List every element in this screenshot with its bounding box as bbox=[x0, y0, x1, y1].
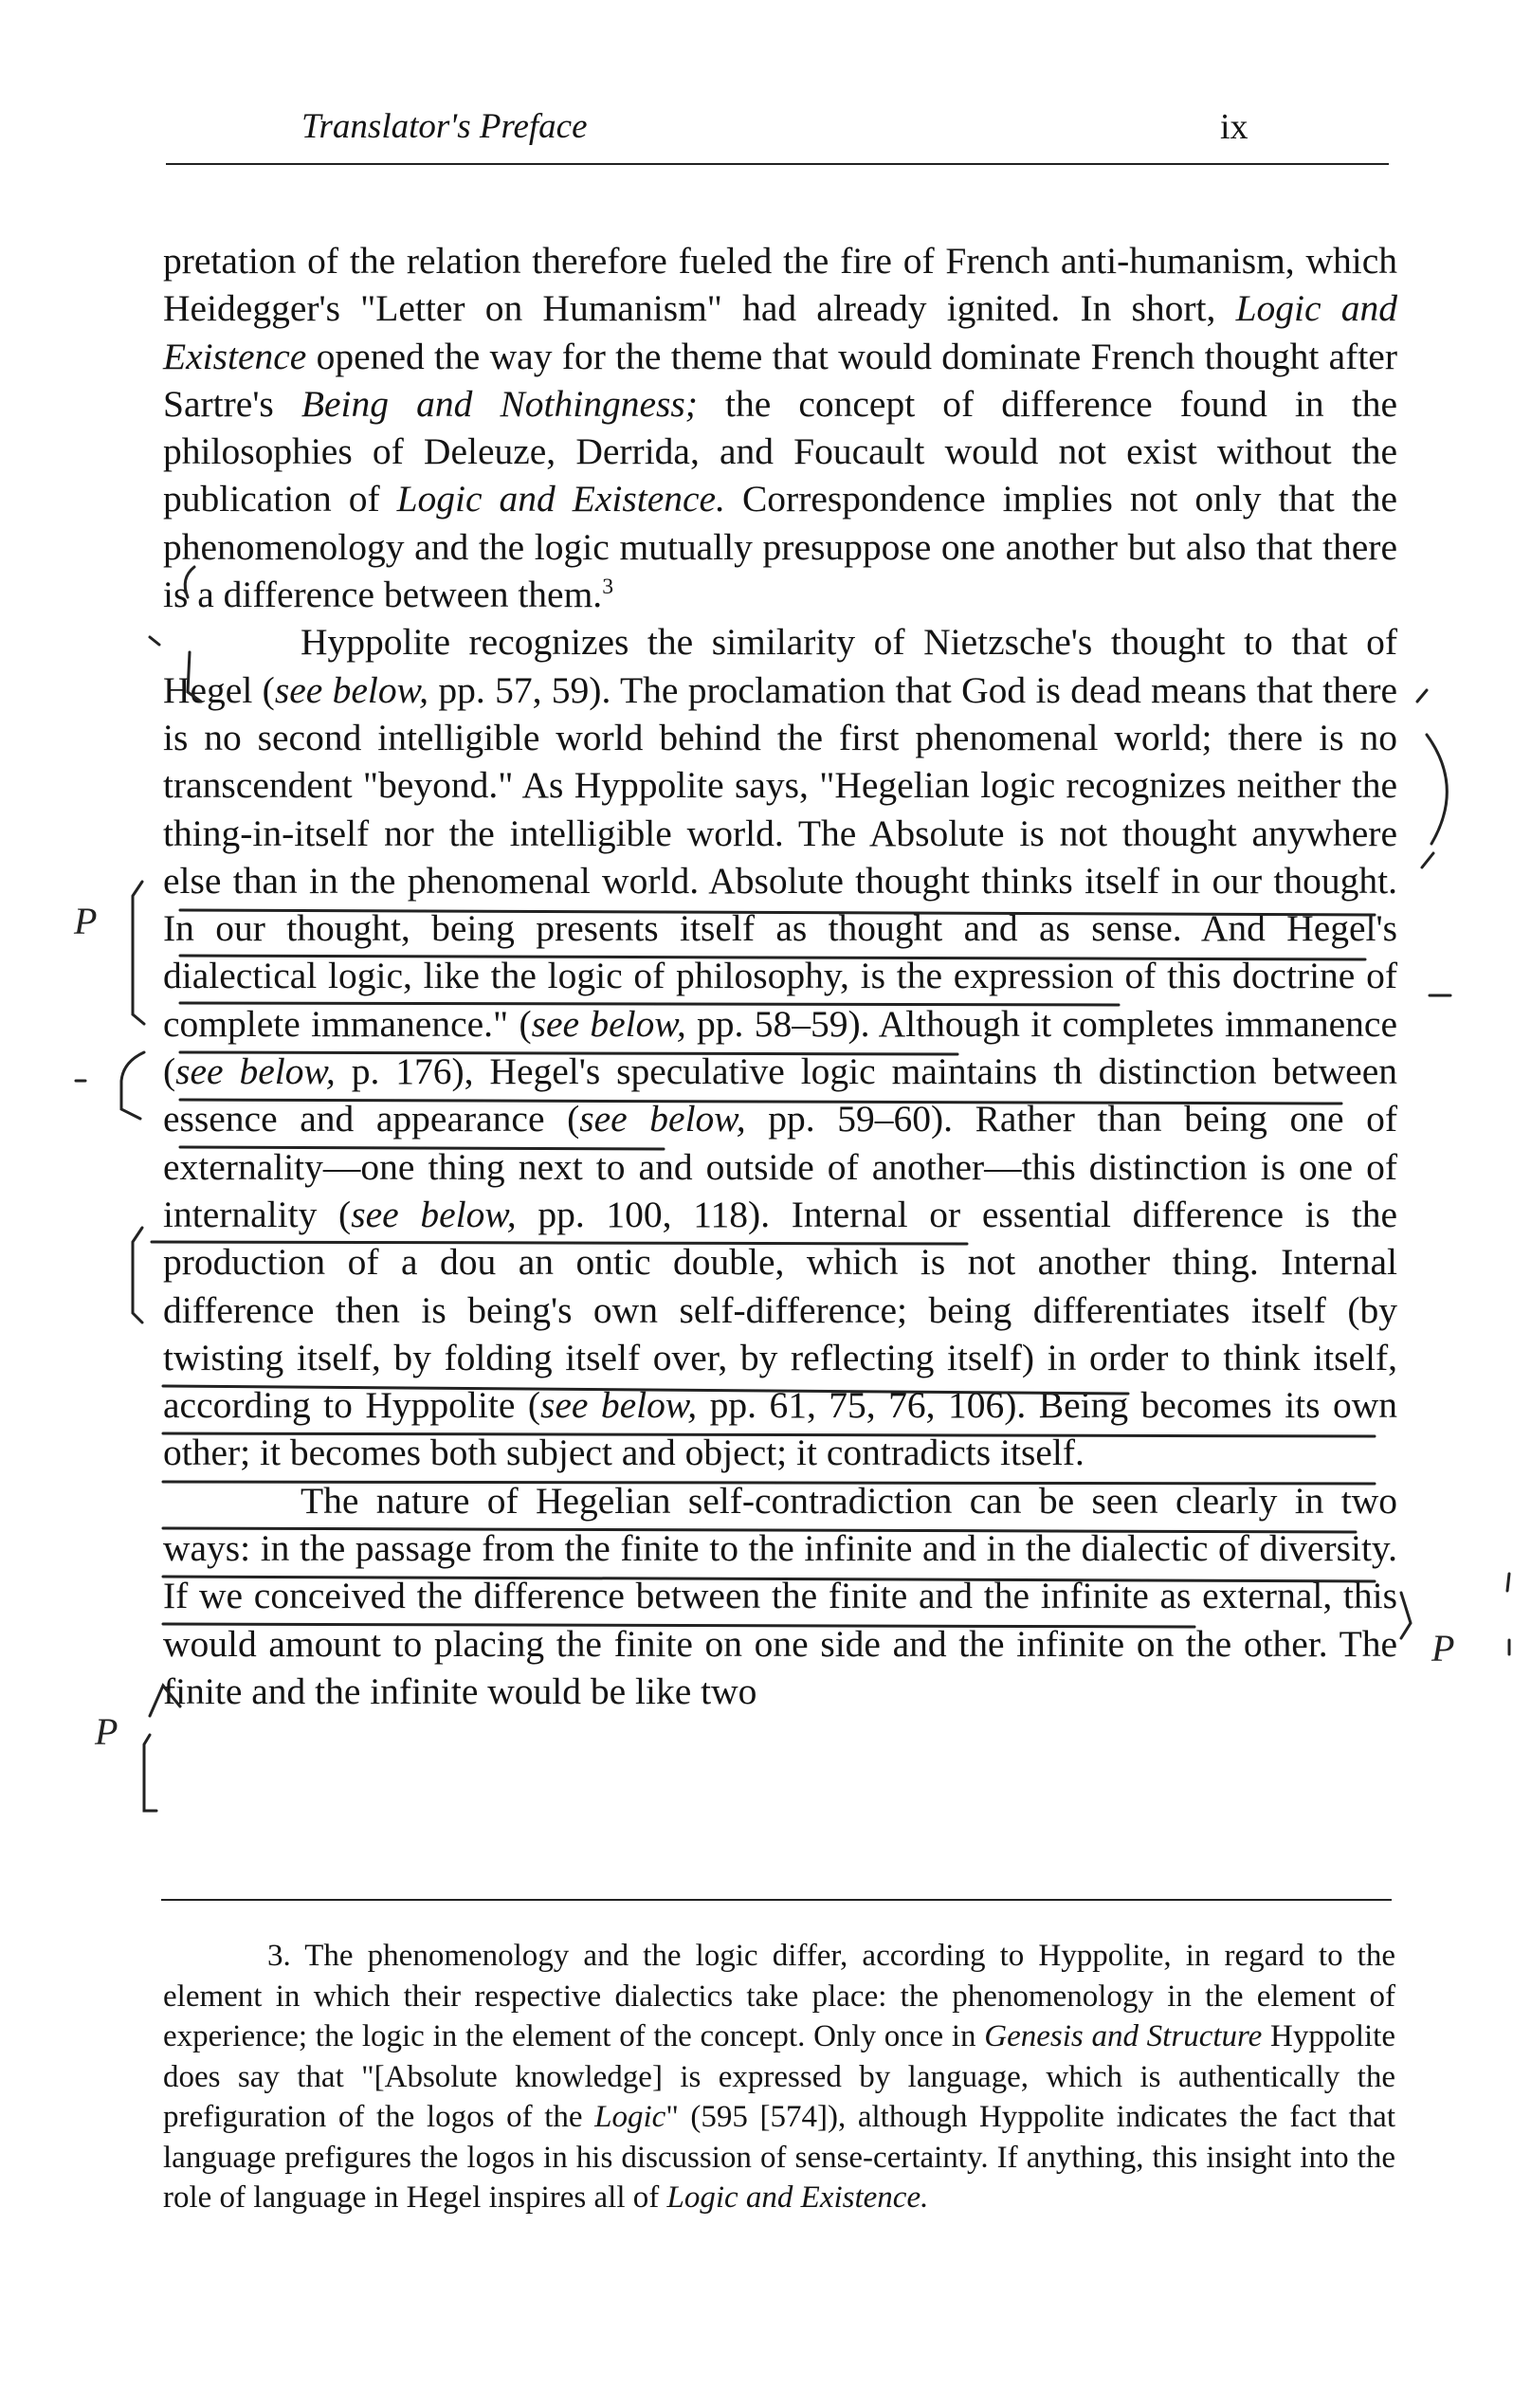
margin-bracket bbox=[1422, 853, 1433, 867]
margin-bracket bbox=[1401, 1593, 1411, 1638]
margin-bracket bbox=[1427, 735, 1447, 844]
paragraph-3: The nature of Hegelian self-contradiction can be seen clearly in two ways: in the passage from the finite to the infinite and in the dialectic of diversity. If we conceived the difference between the finite and the infinite as external, this would amount to placing the finite on one side and the infinite on the other. The finite and the infinite would be like two bbox=[163, 1479, 1397, 1712]
margin-tick bbox=[150, 637, 159, 645]
footnote: 3. The phenomenology and the logic differ, according to Hyppolite, in regard to the element in which their respective dialectics take place: the phenomenology in the element of experience; the logic in the element of the concept. Only once in Genesis and Structure Hyppolite does say that "[Absolute knowledge] is expressed by language, which is authentically the prefiguration of the logos of the Logic" (595 [574]), although Hyppolite indicates the fact that language prefigures the logos in his discussion of sense-certainty. If anything, this insight into the role of language in Hegel inspires all of Logic and Existence. bbox=[163, 1939, 1395, 2215]
footnote-rule bbox=[161, 1899, 1392, 1901]
margin-note-p: P bbox=[74, 900, 98, 942]
margin-bracket bbox=[133, 882, 144, 1024]
footnote-ref: 3 bbox=[602, 574, 614, 599]
margin-note-p: P bbox=[1431, 1627, 1455, 1669]
page-number: ix bbox=[1220, 107, 1248, 147]
margin-bracket bbox=[121, 1052, 144, 1119]
paragraph-1: pretation of the relation therefore fueled the fire of French anti-humanism, which Heidegger's "Letter on Humanism" had already ignited. In short, Logic and Existence opened the way for the theme that would dominate French thought after Sartre's Being and Nothingness; the concept of difference found in the philosophies of Deleuze, Derrida, and Foucault would not exist without the publication of Logic and Existence. Correspondence implies not only that the phenomenology and the logic mutually presuppose one another but also that there is a difference between them.$^3$ bbox=[163, 240, 1397, 616]
footnote-label: 3. bbox=[267, 1939, 291, 1973]
margin-bracket bbox=[1417, 690, 1427, 702]
header-rule bbox=[166, 163, 1389, 165]
margin-tick bbox=[1507, 1574, 1509, 1591]
main-text bbox=[163, 237, 1397, 1715]
margin-bracket bbox=[133, 1228, 142, 1323]
paragraph-2: Hyppolite recognizes the similarity of Nietzsche's thought to that of Hegel (see below, pp. 57, 59). The proclamation that God is dead means that there is no second intelligible world behind the first phenomenal world; there is no transcendent "beyond." As Hyppolite says, "Hegelian logic recognizes neither the thing-in-itself nor the intelligible world. The Absolute is not thought anywhere else than in the phenomenal world. Absolute thought thinks itself in our thought. In our thought, being presents itself as thought and as sense. And Hegel's dialectical logic, like the logic of philosophy, is the expression of this doctrine of complete immanence." (see below, pp. 58–59). Although it completes immanence (see below, p. 176), Hegel's speculative logic maintains th distinction between essence and appearance (see below, pp. 59–60). Rather than being one of externality—one thing next to and outside of another—this distinction is one of internality (see below, pp. 100, 118). Internal or essential difference is the production of a dou an ontic double, which is not another thing. Internal difference then is being's own self-difference; being differentiates itself (by twisting itself, by folding itself over, by reflecting itself) in order to think itself, according to Hyppolite (see below, pp. 61, 75, 76, 106). Being becomes its own other; it becomes both subject and object; it contradicts itself. bbox=[163, 621, 1398, 1474]
running-head-title: Translator's Preface bbox=[301, 107, 588, 146]
margin-note-p: P bbox=[95, 1710, 118, 1753]
running-head bbox=[0, 102, 1531, 159]
margin-bracket bbox=[144, 1735, 156, 1811]
